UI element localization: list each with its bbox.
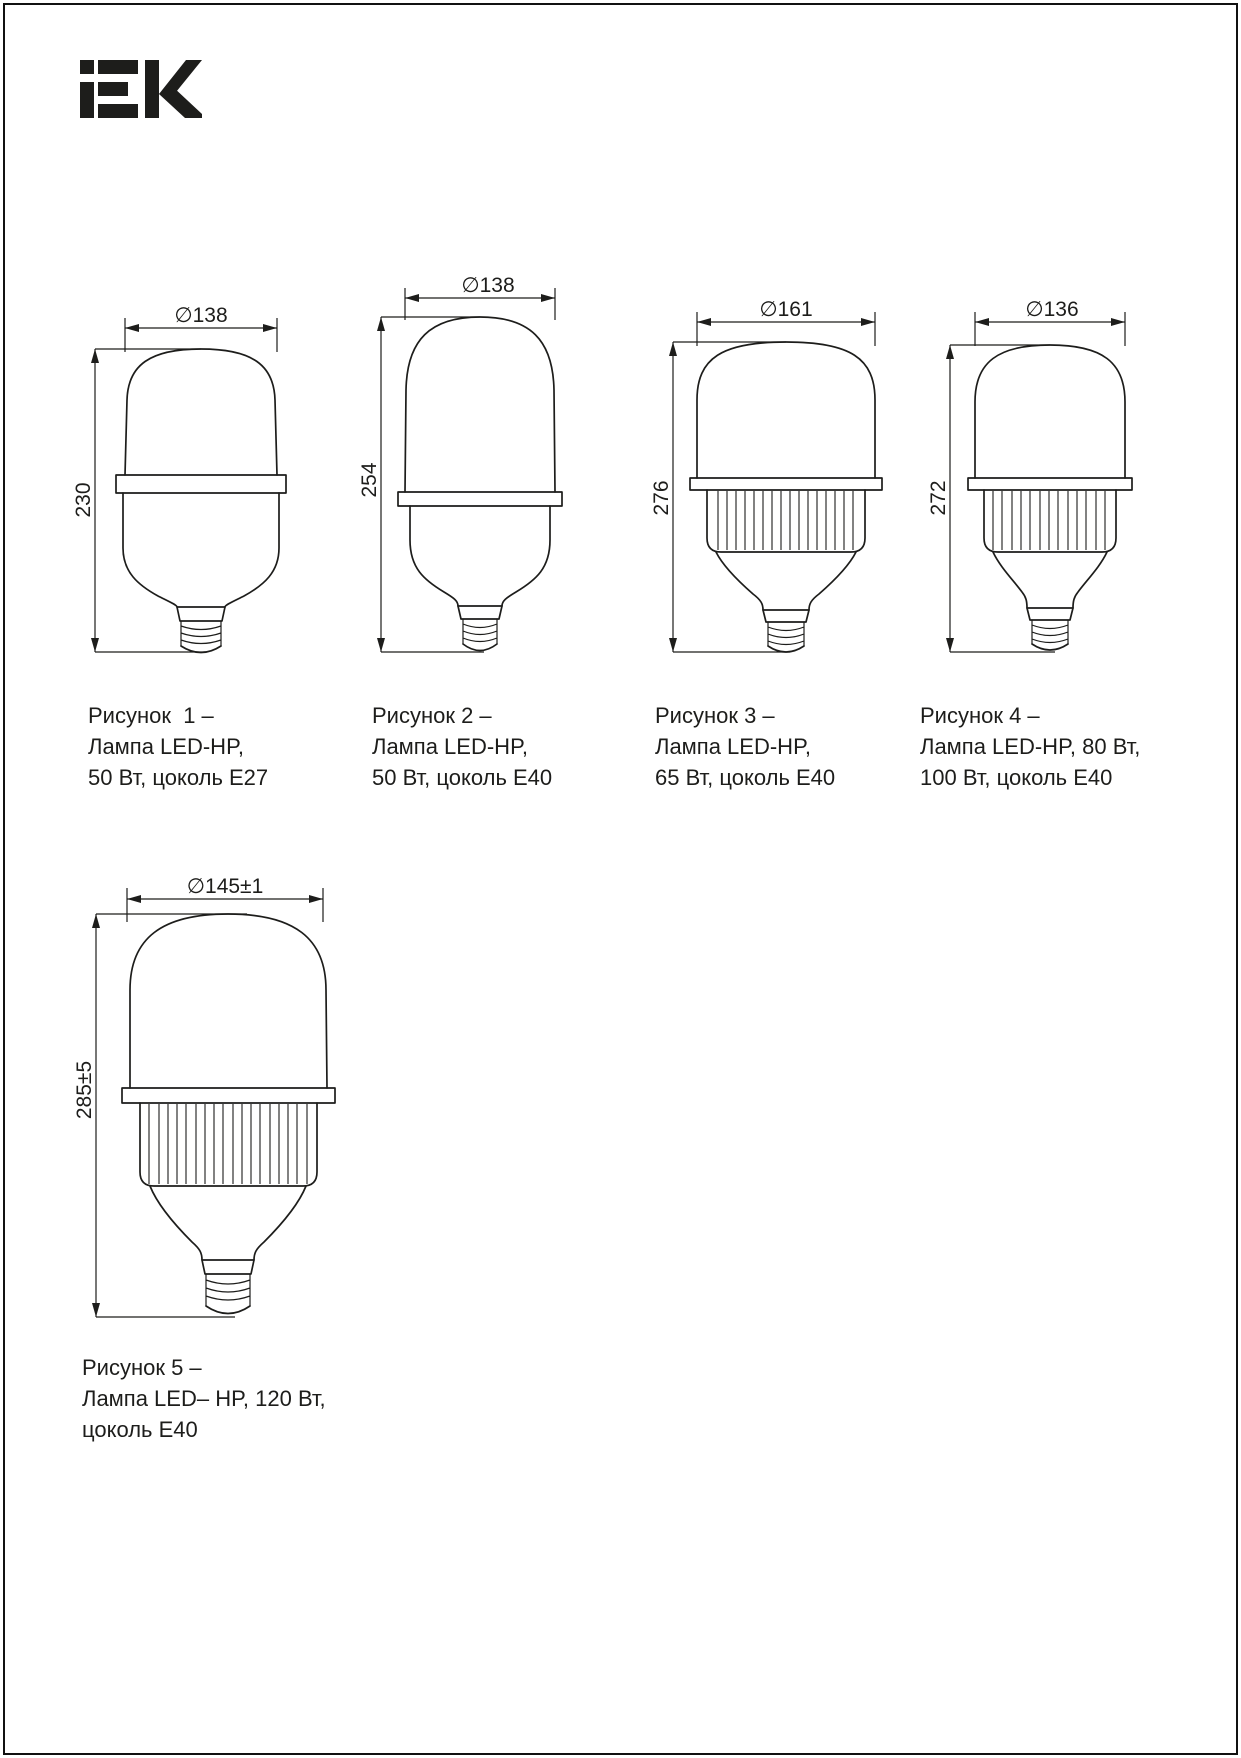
figure-3-caption xyxy=(655,700,835,793)
figure-1-lamp-outline xyxy=(116,349,286,653)
figure-2-drawing xyxy=(330,240,580,665)
figure-5-height-label: 285±5 xyxy=(73,1060,96,1120)
caption-line: Лампа LED-HP, xyxy=(655,734,812,759)
figure-1-caption xyxy=(88,700,268,793)
figure-3-height-label: 276 xyxy=(650,480,673,516)
figure-4-caption xyxy=(920,700,1140,793)
iek-logo-glyphs xyxy=(80,60,202,118)
caption-line: Рисунок 4 – xyxy=(920,703,1040,728)
figure-4-drawing xyxy=(830,260,1140,665)
figure-2-diameter-label: ∅138 xyxy=(461,274,515,297)
figure-5-dimensions xyxy=(73,875,323,1317)
caption-line: 50 Вт, цоколь Е40 xyxy=(372,765,553,790)
caption-line: Рисунок 5 – xyxy=(82,1355,202,1380)
caption-line: Лампа LED– HP, 120 Вт, xyxy=(82,1386,326,1411)
caption-line: Рисунок 3 – xyxy=(655,703,775,728)
figure-1-diameter-label: ∅138 xyxy=(174,304,228,327)
caption-line: 50 Вт, цоколь Е27 xyxy=(88,765,269,790)
figure-5-diameter-label: ∅145±1 xyxy=(186,875,264,898)
figure-2-lamp-outline xyxy=(398,317,562,651)
figure-5-caption xyxy=(82,1352,326,1445)
figure-1-drawing xyxy=(60,270,310,665)
caption-line: 65 Вт, цоколь Е40 xyxy=(655,765,836,790)
caption-line: Рисунок 2 – xyxy=(372,703,492,728)
caption-line: Лампа LED-HP, xyxy=(372,734,529,759)
figure-2-caption xyxy=(372,700,552,793)
figure-4-lamp-outline xyxy=(968,345,1132,650)
iek-logo xyxy=(80,60,202,118)
figure-4-diameter-label: ∅136 xyxy=(1025,298,1079,321)
figure-2-dimensions xyxy=(358,274,555,652)
caption-line: Лампа LED-HP, 80 Вт, xyxy=(920,734,1141,759)
caption-line: Рисунок 1 – xyxy=(88,703,214,728)
figure-5-drawing xyxy=(60,850,420,1330)
caption-line: 100 Вт, цоколь Е40 xyxy=(920,765,1113,790)
figure-2-height-label: 254 xyxy=(358,462,381,498)
figure-1-height-label: 230 xyxy=(72,482,95,518)
caption-line: Лампа LED-HP, xyxy=(88,734,245,759)
caption-line: цоколь Е40 xyxy=(82,1417,198,1442)
figure-3-diameter-label: ∅161 xyxy=(759,298,813,321)
figure-5-lamp-outline xyxy=(122,914,335,1314)
figure-4-height-label: 272 xyxy=(927,480,950,516)
